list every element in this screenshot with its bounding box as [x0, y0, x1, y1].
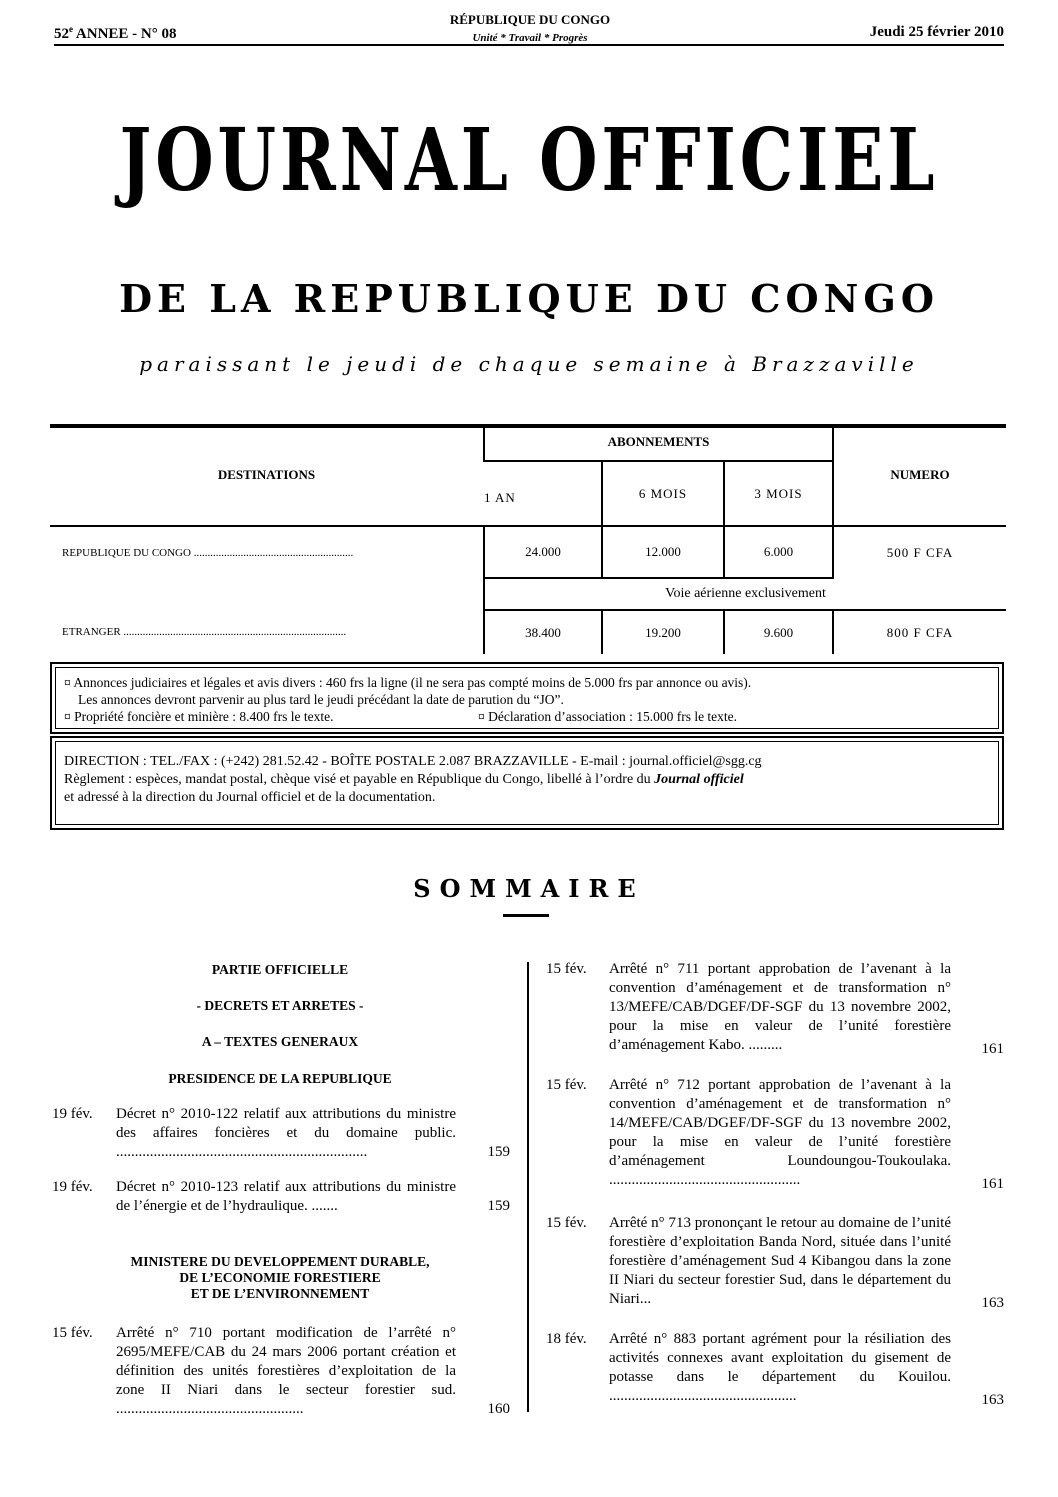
toc-date: 15 fév.	[52, 1325, 93, 1341]
etranger-1an: 38.400	[484, 610, 602, 654]
period-3mois: 3 MOIS	[724, 461, 833, 526]
toc-date: 19 fév.	[52, 1179, 93, 1195]
toc-page: 160	[487, 1401, 510, 1417]
congo-3mois: 6.000	[724, 526, 833, 578]
sommaire-rule	[503, 914, 549, 917]
journal-subtitle: DE LA REPUBLIQUE DU CONGO	[119, 276, 939, 321]
direction-contact: DIRECTION : TEL./FAX : (+242) 281.52.42 - BOÎTE POSTALE 2.087 BRAZZAVILLE - E-mail : journal.officiel@sgg.cg	[64, 754, 762, 769]
abonnements-header: ABONNEMENTS	[484, 424, 833, 461]
issue-date: Jeudi 25 février 2010	[869, 24, 1004, 40]
journal-tagline: paraissant le jeudi de chaque semaine à Brazzaville	[139, 352, 919, 376]
toc-page: 159	[487, 1198, 510, 1214]
journal-title: JOURNAL OFFICIEL	[119, 110, 939, 211]
toc-date: 15 fév.	[546, 961, 587, 977]
toc-page: 163	[981, 1392, 1004, 1408]
etranger-numero: 800 F CFA	[833, 610, 1006, 654]
toc-text: Arrêté n° 713 prononçant le retour au domaine de l’unité forestière d’exploitation Banda Nord, située dans l’unité forestière d’aménagement Sud 4 Kibangou dans la zone II Niari du secteur forestier Sud, dans le département du Niari...	[609, 1215, 951, 1307]
header-rule	[54, 44, 1004, 46]
notices-box	[50, 662, 1004, 734]
direction-payment: Règlement : espèces, mandat postal, chèque visé et payable en République du Congo, libellé à l’ordre du Journal officiel	[64, 772, 744, 787]
subscription-table	[50, 424, 1006, 654]
etranger-3mois: 9.600	[724, 610, 833, 654]
toc-page: 159	[487, 1144, 510, 1160]
journal-officiel-emph: Journal officiel	[654, 772, 744, 787]
toc-page: 163	[981, 1295, 1004, 1311]
toc-page: 161	[981, 1041, 1004, 1057]
header-center	[380, 12, 680, 44]
toc-text: Arrêté n° 711 portant approbation de l’avenant à la convention d’aménagement et de transformation n° 13/MEFE/CAB/DGEF/DF-SGF du 13 novembre 2002, pour la mise en valeur de l’unité forestière d’aménagement Kabo. .........	[609, 961, 951, 1053]
toc-entry	[546, 1330, 1004, 1412]
direction-address: et adressé à la direction du Journal officiel et de la documentation.	[64, 790, 436, 805]
destinations-header: DESTINATIONS	[50, 424, 484, 526]
toc-date: 15 fév.	[546, 1215, 587, 1231]
toc-page: 161	[981, 1176, 1004, 1192]
partie-officielle-heading: PARTIE OFFICIELLE	[211, 962, 349, 977]
congo-label: REPUBLIQUE DU CONGO ..........................................................	[62, 546, 354, 559]
textes-generaux-heading: A – TEXTES GENERAUX	[201, 1034, 359, 1049]
toc-date: 15 fév.	[546, 1077, 587, 1093]
national-motto: Unité * Travail * Progrès	[472, 32, 588, 44]
direction-box	[50, 736, 1004, 830]
notice-fees	[64, 708, 992, 725]
issue-number: 52e ANNEE - N° 08	[54, 24, 177, 42]
toc-text: Décret n° 2010-123 relatif aux attributions du ministre de l’énergie et de l’hydraulique. .......	[116, 1179, 456, 1214]
etranger-label: ETRANGER .................................................................................	[62, 626, 347, 638]
toc-text: Décret n° 2010-122 relatif aux attributions du ministre des affaires foncières et du domaine public. ...................................................................	[116, 1106, 456, 1160]
toc-text: Arrêté n° 883 portant agrément pour la résiliation des activités connexes avant exploitation du gisement de potasse dans le département du Kouilou. ..................................................	[609, 1331, 951, 1404]
toc-date: 19 fév.	[52, 1106, 93, 1122]
sommaire-title: SOMMAIRE	[413, 874, 645, 903]
toc-entry	[546, 960, 1004, 1060]
notice-association: ¤ Déclaration d’association : 15.000 frs le texte.	[478, 709, 738, 724]
numero-header: NUMERO	[833, 424, 1006, 526]
ministere-heading: MINISTERE DU DEVELOPPEMENT DURABLE, DE L’ECONOMIE FORESTIERE ET DE L’ENVIRONNEMENT	[130, 1254, 430, 1301]
congo-6mois: 12.000	[602, 526, 724, 578]
column-separator	[527, 962, 529, 1412]
toc-entry	[546, 1214, 1004, 1314]
decrets-heading: - DECRETS ET ARRETES -	[196, 998, 364, 1013]
etranger-6mois: 19.200	[602, 610, 724, 654]
republic-name: RÉPUBLIQUE DU CONGO	[449, 12, 611, 27]
period-1an: 1 AN	[484, 461, 602, 526]
notice-annonces: ¤ Annonces judiciaires et légales et avis divers : 460 frs la ligne (il ne sera pas compté moins de 5.000 frs par annonce ou avis).	[64, 675, 752, 690]
toc-date: 18 fév.	[546, 1331, 587, 1347]
toc-text: Arrêté n° 710 portant modification de l’arrêté n° 2695/MEFE/CAB du 24 mars 2006 portant création et définition des unités forestières d’exploitation de la zone II Niari dans le secteur forestier sud. ..................................................	[116, 1325, 456, 1417]
presidence-heading: PRESIDENCE DE LA REPUBLIQUE	[168, 1071, 392, 1086]
period-6mois: 6 MOIS	[602, 461, 724, 526]
toc-entry	[52, 1105, 510, 1165]
toc-entry	[546, 1076, 1004, 1194]
notice-deadline: Les annonces devront parvenir au plus tard le jeudi précédant la date de parution du “JO”.	[78, 692, 564, 707]
toc-entry	[52, 1324, 510, 1420]
toc-text: Arrêté n° 712 portant approbation de l’avenant à la convention d’aménagement et de transformation n° 14/MEFE/CAB/DGEF/DF-SGF du 13 novembre 2002, pour la mise en valeur de l’unité forestière d’aménagement Loundoungou-Toukoulaka. ...................................................	[609, 1077, 951, 1188]
congo-1an: 24.000	[484, 526, 602, 578]
notice-propriete: ¤ Propriété foncière et minière : 8.400 frs le texte.	[64, 709, 334, 724]
air-mail-note: Voie aérienne exclusivement	[484, 578, 1006, 610]
toc-entry	[52, 1178, 510, 1218]
congo-numero: 500 F CFA	[833, 526, 1006, 578]
